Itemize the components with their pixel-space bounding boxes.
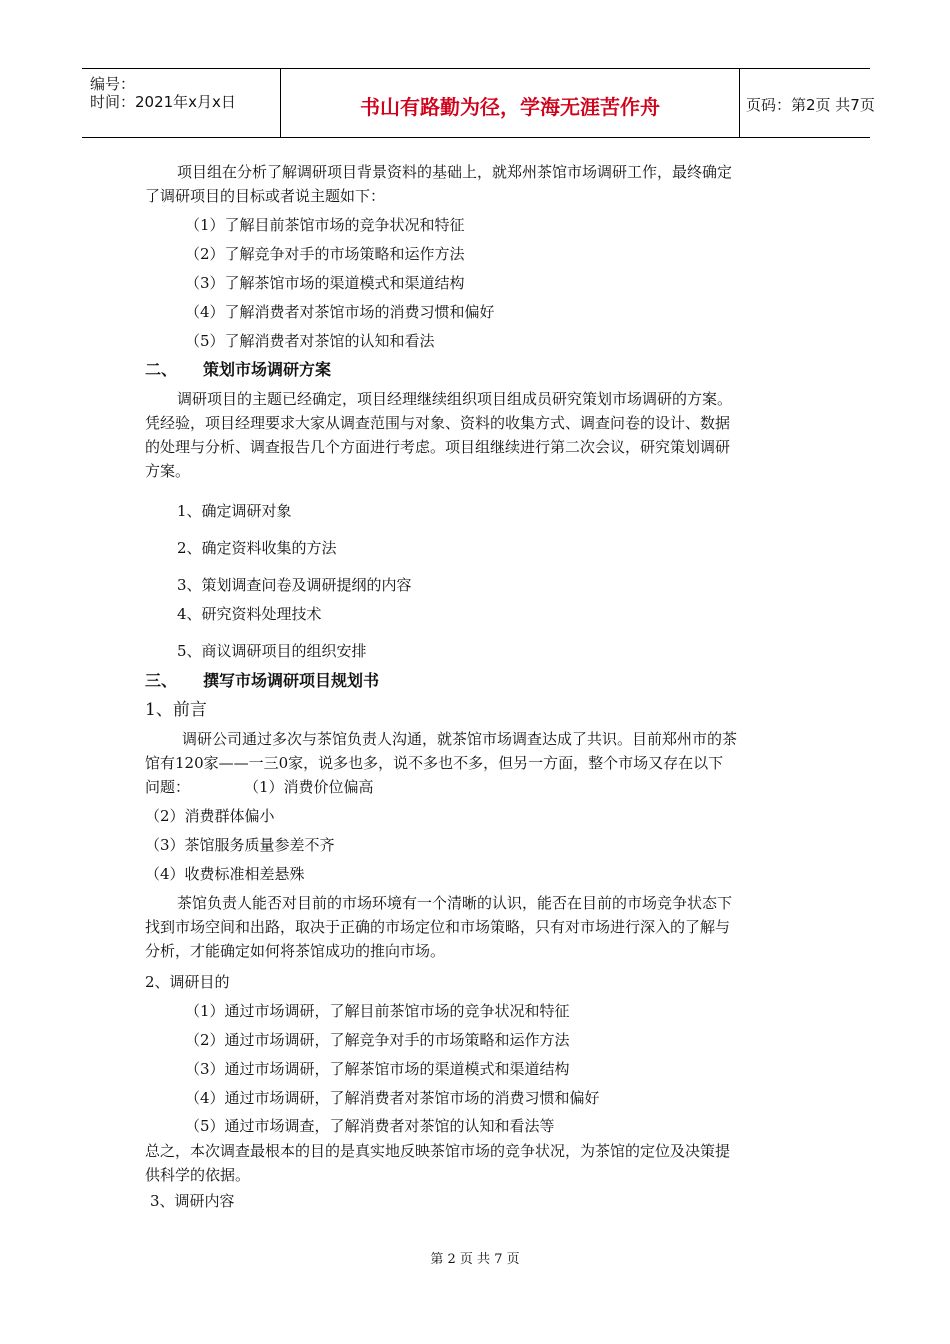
paragraph-line: 了调研项目的目标或者说主题如下： — [145, 187, 386, 205]
page-header — [82, 68, 875, 138]
purpose-item: （4）通过市场调研，了解消费者对茶馆市场的消费习惯和偏好 — [185, 1089, 600, 1107]
paragraph-line: 调研公司通过多次与茶馆负责人沟通，就茶馆市场调查达成了共识。目前郑州市的茶 — [182, 730, 738, 748]
header-page-number: 页码：第2页 共7页 — [746, 96, 875, 114]
paragraph-line: 供科学的依据。 — [145, 1166, 251, 1184]
problem-item: （4）收费标准相差悬殊 — [145, 865, 305, 883]
section-heading: 策划市场调研方案 — [203, 360, 332, 379]
problem-item: （1）消费价位偏高 — [244, 778, 374, 796]
step-item: 3、策划调查问卷及调研提纲的内容 — [177, 576, 412, 594]
paragraph-line: 凭经验，项目经理要求大家从调查范围与对象、资料的收集方式、调查问卷的设计、数据 — [145, 414, 731, 432]
document-date: 时间：2021年x月x日 — [90, 93, 236, 111]
header-motto-cell — [280, 69, 740, 137]
purpose-item: （3）通过市场调研，了解茶馆市场的渠道模式和渠道结构 — [185, 1060, 570, 1078]
problem-item: （2）消费群体偏小 — [145, 807, 275, 825]
paragraph-line: 调研项目的主题已经确定，项目经理继续组织项目组成员研究策划市场调研的方案。 — [177, 390, 733, 408]
goal-item: （3）了解茶馆市场的渠道模式和渠道结构 — [185, 274, 465, 292]
paragraph-line: 项目组在分析了解调研项目背景资料的基础上，就郑州茶馆市场调研工作，最终确定 — [177, 163, 733, 181]
header-motto: 书山有路勤为径，学海无涯苦作舟 — [360, 95, 660, 119]
purpose-item: （2）通过市场调研，了解竞争对手的市场策略和运作方法 — [185, 1031, 570, 1049]
paragraph-line: 问题： — [145, 778, 191, 796]
section-number: 二、 — [145, 360, 178, 379]
purpose-item: （5）通过市场调查，了解消费者对茶馆的认知和看法等 — [185, 1117, 555, 1135]
section-number: 三、 — [145, 671, 178, 690]
paragraph-line: 茶馆负责人能否对目前的市场环境有一个清晰的认识，能否在目前的市场竞争状态下 — [177, 894, 733, 912]
header-page-cell — [738, 69, 875, 137]
paragraph-line: 分析，才能确定如何将茶馆成功的推向市场。 — [145, 942, 446, 960]
header-meta — [82, 69, 280, 137]
paragraph-line: 总之，本次调查最根本的目的是真实地反映茶馆市场的竞争状况，为茶馆的定位及决策提 — [145, 1142, 731, 1160]
paragraph-line: 的处理与分析、调查报告几个方面进行考虑。项目组继续进行第二次会议，研究策划调研 — [145, 438, 731, 456]
problem-item: （3）茶馆服务质量参差不齐 — [145, 836, 335, 854]
goal-item: （2）了解竞争对手的市场策略和运作方法 — [185, 245, 465, 263]
step-item: 1、确定调研对象 — [177, 502, 292, 520]
step-item: 4、研究资料处理技术 — [177, 605, 322, 623]
document-number: 编号： — [90, 75, 136, 93]
step-item: 5、商议调研项目的组织安排 — [177, 642, 367, 660]
section-heading: 撰写市场调研项目规划书 — [203, 671, 380, 690]
paragraph-line: 馆有120家——一三0家，说多也多，说不多也不多，但另一方面，整个市场又存在以下 — [145, 754, 724, 772]
subsection-heading: 2、调研目的 — [145, 973, 230, 991]
page-footer: 第 2 页 共 7 页 — [430, 1252, 520, 1267]
step-item: 2、确定资料收集的方法 — [177, 539, 337, 557]
paragraph-line: 方案。 — [145, 462, 191, 480]
subsection-heading: 3、调研内容 — [150, 1192, 235, 1210]
goal-item: （4）了解消费者对茶馆市场的消费习惯和偏好 — [185, 303, 495, 321]
goal-item: （1）了解目前茶馆市场的竞争状况和特征 — [185, 216, 465, 234]
goal-item: （5）了解消费者对茶馆的认知和看法 — [185, 332, 435, 350]
subsection-heading: 1、前言 — [145, 700, 207, 720]
purpose-item: （1）通过市场调研，了解目前茶馆市场的竞争状况和特征 — [185, 1002, 570, 1020]
paragraph-line: 找到市场空间和出路，取决于正确的市场定位和市场策略，只有对市场进行深入的了解与 — [145, 918, 731, 936]
